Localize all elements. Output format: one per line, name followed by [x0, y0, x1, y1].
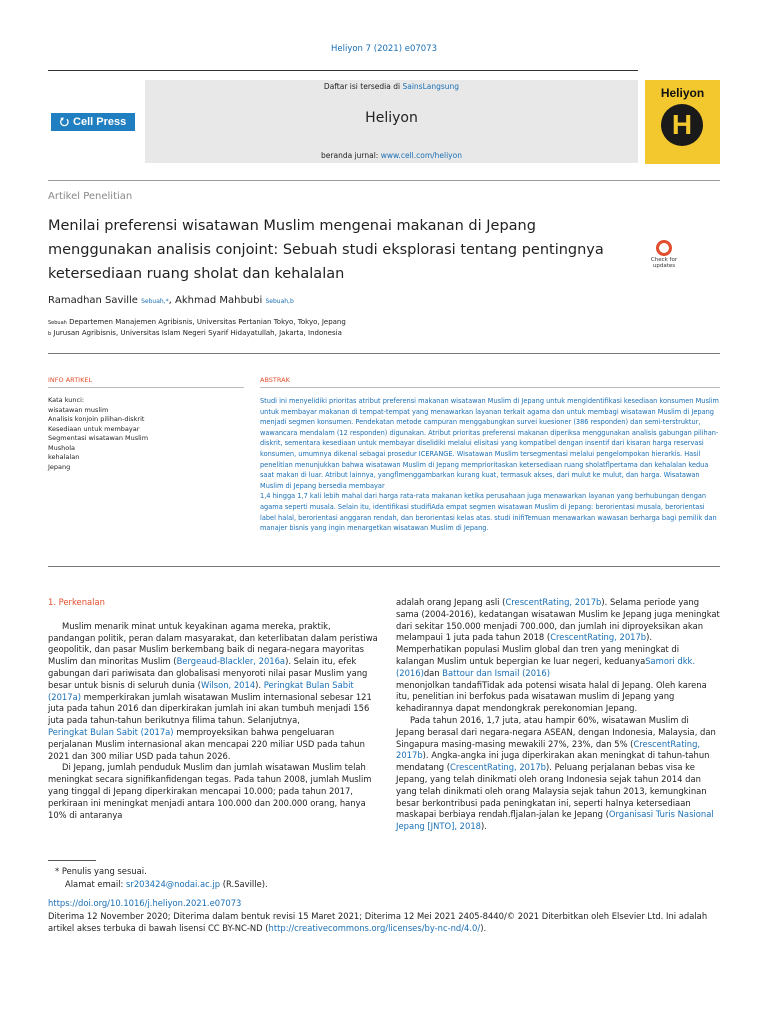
body-column-right [396, 597, 720, 833]
keywords-block [48, 396, 244, 472]
article-title: Menilai preferensi wisatawan Muslim mengenai makanan di Jepang menggunakan analisis conjoint: Sebuah studi eksplorasi tentang pentingnya ketersediaan ruang sholat dan kehalalan [48, 218, 604, 282]
text: memproyeksikan bahwa pengeluaran perjalanan Muslim internasional akan mencapai 220 miliar USD pada tahun 2021 dan 300 miliar USD pada tahun 2026. [48, 726, 365, 761]
text: ). Memperhatikan populasi Muslim global dan tren yang meningkat di kalangan Muslim untuk bepergian ke luar negeri, keduanya [396, 632, 680, 666]
keyword: wisatawan muslim [48, 405, 109, 414]
author-name: Akhmad Mahbubi [174, 295, 263, 306]
abstract-text [260, 396, 720, 534]
affiliation-mark: Sebuah [48, 320, 67, 326]
check-updates-label: Check for updates [650, 257, 678, 269]
check-updates-icon [656, 240, 672, 256]
affiliation-text: Jurusan Agribisnis, Universitas Islam Negeri Syarif Hidayatullah, Jakarta, Indonesia [53, 329, 342, 337]
cover-title: Heliyon [660, 86, 705, 100]
doi-link[interactable]: https://doi.org/10.1016/j.heliyon.2021.e07073 [48, 898, 242, 908]
info-rule [48, 387, 244, 388]
email-line [55, 878, 268, 891]
contents-available-label: Daftar isi tersedia di [323, 82, 403, 91]
keyword: Mushola [48, 443, 75, 452]
corresponding-author-note: * Penulis yang sesuai. [55, 866, 147, 876]
affiliation-text: Departemen Manajemen Agribisnis, Universitas Pertanian Tokyo, Tokyo, Jepang [69, 318, 346, 326]
contents-available [145, 82, 638, 91]
body-paragraph [48, 621, 380, 727]
author-name: Ramadhan Saville [48, 295, 138, 306]
keyword: Kesediaan untuk membayar [48, 424, 140, 433]
journal-header-box [145, 80, 638, 163]
abstract-paragraph: Studi ini menyelidiki prioritas atribut preferensi makanan wisatawan Muslim di Jepang untuk mengidentifikasi kesediaan konsumen Muslim untuk membayar makanan di tempat-tempat yang menawarkan layanan terkait agama dan untuk membagi wisatawan Muslim di Jepang menjadi segmen konsumen. Pendekatan metode campuran menggabungkan survei kuesioner (386 responden) dan semi-terstruktur, wawancara mendalam (12 responden) digunakan. Atribut prioritas preferensi makanan diperiksa menggunakan analisis gabungan pilihan-diskrit, sementara kesediaan untuk membayar diselidiki melalui elisitasi yang kompatibel dengan insentif dari kisaran harga reservasi konsumen, umumnya dikenal sebagai prosedur ICERANGE. Wisatawan Muslim tersegmentasi melalui pengelompokan hierarkis. Hasil penelitian menunjukkan bahwa wisatawan Muslim di Jepang memprioritaskan ketersediaan ruang sholatflpertama dan kehalalan kedua saat makan di luar. Atribut lainnya, yangflmenggambarkan kurang kuat, termasuk akses, dari mulut ke mulut, dan harga. Wisatawan Muslim di Jepang bersedia membayar [260, 397, 719, 490]
keyword: Segmentasi wisatawan Muslim [48, 434, 149, 442]
sciencedirect-link[interactable]: SainsLangsung [402, 82, 460, 91]
body-column-left [48, 597, 380, 821]
keywords-label: Kata kunci: [48, 396, 85, 404]
article-type: Artikel Penelitian [48, 191, 133, 202]
affiliation-2 [48, 329, 342, 337]
title-rule [48, 180, 720, 181]
text: ). Angka-angka ini juga diperkirakan akan meningkat di tahun-tahun mendatang ( [396, 750, 710, 773]
check-updates-button[interactable] [645, 240, 683, 276]
abstract-heading: ABSTRAK [260, 376, 290, 384]
cellpress-badge [51, 113, 135, 131]
footnote-rule [48, 860, 96, 861]
text: adalah orang Jepang asli ( [396, 597, 506, 607]
citation-link[interactable]: Wilson, 2014 [200, 679, 256, 690]
body-paragraph [48, 727, 380, 762]
text: Muslim menarik minat untuk keyakinan agama mereka, praktik, pandangan politik, peran dalam masyarakat, dan keterlibatan dalam peristiwa geopolitik, dan pasar Muslim berkembang baik di negara-negara mayoritas Muslim dan minoritas Muslim ( [48, 620, 378, 667]
homepage-label: beranda jurnal: [321, 151, 381, 160]
license-link[interactable]: http://creativecommons.org/licenses/by-nc-nd/4.0/ [268, 923, 481, 933]
affiliation-rule [48, 353, 720, 354]
citation-link[interactable]: Peringkat Bulan Sabit (2017a) [48, 679, 354, 702]
abstract-paragraph: 1,4 hingga 1,7 kali lebih mahal dari harga rata-rata makanan ketika perusahaan juga menawarkan layanan yang berhubungan dengan agama seperti musala. Selain itu, identifikasi studifiAda empat segmen wisatawan Muslim di Jepang: berorientasi musala, berorientasi label halal, berorientasi anggaran rendah, dan berorientasi kelas atas. studi inifiTemuan menawarkan wawasan berharga bagi pemilik dan manajer bisnis yang ingin menargetkan wisatawan Muslim di Jepang. [260, 492, 717, 533]
text: ). Selama periode yang sama (2004-2016), kedatangan wisatawan Muslim ke Jepang juga meningkat dari sekitar 150.000 menjadi 700.000, dan jumlah ini diproyeksikan akan melampaui 1 juta pada tahun 2018 ( [396, 597, 720, 643]
affiliation-mark: b [48, 331, 52, 337]
citation-link[interactable]: CrescentRating, 2017b [550, 632, 647, 643]
heliyon-h-icon: H [661, 104, 703, 146]
text: menonjolkan tandafiTidak ada potensi wisata halal di Jepang. Oleh karena itu, penelitian ini berfokus pada wisatawan muslim di Jepang yang kehadirannya dapat mendongkrak perekonomian Jepang. [396, 679, 707, 714]
citation-link[interactable]: Organisasi Turis Nasional Jepang [JNTO], 2018 [396, 809, 714, 832]
citation-link[interactable]: Bergeaud-Blackler, 2016a [176, 656, 286, 667]
email-suffix: (R.Saville). [220, 879, 268, 889]
citation-link[interactable]: CrescentRating, 2017b [505, 597, 602, 607]
heliyon-cover[interactable] [645, 80, 720, 164]
author-list [48, 295, 294, 306]
footnote [55, 865, 268, 891]
keyword: Jepang [48, 462, 71, 471]
cellpress-logo[interactable] [48, 80, 138, 162]
section-heading: 1. Perkenalan [48, 597, 105, 607]
body-paragraph: Di Jepang, jumlah penduduk Muslim dan jumlah wisatawan Muslim telah meningkat secara signifikanfidengan tegas. Pada tahun 2008, jumlah Muslim yang tinggal di Jepang diperkirakan mencapai 10.000; pada tahun 2017, perkiraan ini meningkat menjadi antara 100.000 dan 200.000 orang, hanya 10% di antaranya [48, 762, 372, 820]
text: Pada tahun 2016, 1,7 juta, atau hampir 60%, wisatawan Muslim di Jepang berasal dari negara-negara ASEAN, dengan Indonesia, Malaysia, dan Singapura masing-masing mewakili 27%, 23%, dan 5% ( [396, 714, 716, 749]
author-affiliation-mark[interactable]: Sebuah,* [141, 298, 169, 305]
email-label: Alamat email: [65, 879, 127, 889]
author-affiliation-mark[interactable]: Sebuah,b [265, 298, 294, 305]
citation-link[interactable]: CrescentRating, 2017b [396, 738, 701, 761]
journal-reference[interactable]: Heliyon 7 (2021) e07073 [330, 44, 437, 54]
cellpress-logo-text: Cell Press [73, 116, 127, 128]
text: memperkirakan jumlah wisatawan Muslim internasional sebesar 121 juta pada tahun 2016 dan diperkirakan jumlah ini akan tumbuh menjadi 156 juta pada tahun-tahun berikutnya filima tahun. Selanjutnya, [48, 691, 372, 726]
cellpress-c-icon: ⭮ [59, 115, 70, 128]
text: ). [480, 923, 487, 933]
citation-link[interactable]: Battour dan Ismail (2016) [442, 667, 550, 678]
text: ). Selain itu, efek gabungan dari pariwisata dan globalisasi menyoroti nilai pasar Muslim yang besar untuk bisnis di seluruh dunia ( [48, 656, 368, 690]
text: ). [255, 679, 264, 690]
author-separator: , [168, 295, 175, 306]
keyword: kehalalan [48, 453, 80, 461]
keyword: Analisis konjoin pilihan-diskrit [48, 415, 145, 423]
article-info-heading: INFO ARTIKEL [48, 376, 93, 384]
text: Diterima 12 November 2020; Diterima dalam bentuk revisi 15 Maret 2021; Diterima 12 Mei 2021 2405-8440/© 2021 Diterbitkan oleh Elsevier Ltd. Ini adalah artikel akses terbuka di bawah lisensi CC BY-NC-ND ( [48, 911, 708, 933]
affiliation-1 [48, 318, 346, 326]
received-dates [48, 910, 720, 934]
abstract-bottom-rule [48, 566, 720, 567]
text: ). Peluang perjalanan bebas visa ke Jepang, yang telah dinikmati oleh orang Indonesia sejak tahun 2014 dan yang telah dinikmati oleh orang Malaysia sejak tahun 2013, kemungkinan besar berkontribusi pada peningkatan ini, seperti halnya ketersediaan maskapai berbiaya rendah.fljalan-jalan ke Jepang ( [396, 762, 707, 820]
journal-homepage [145, 151, 638, 160]
body-paragraph [396, 597, 720, 715]
homepage-link[interactable]: www.cell.com/heliyon [380, 151, 462, 160]
citation-link[interactable]: Peringkat Bulan Sabit (2017a) [48, 726, 174, 737]
text: ). [480, 821, 487, 832]
journal-name: Heliyon [365, 110, 418, 126]
text: dan [423, 667, 443, 678]
citation-link[interactable]: Samori dkk. (2016) [396, 655, 696, 678]
header-rule [48, 70, 638, 71]
body-paragraph [396, 715, 720, 833]
email-link[interactable]: sr203424@nodai.ac.jp [126, 879, 221, 889]
citation-link[interactable]: CrescentRating, 2017b [450, 762, 546, 773]
abstract-rule [260, 387, 720, 388]
